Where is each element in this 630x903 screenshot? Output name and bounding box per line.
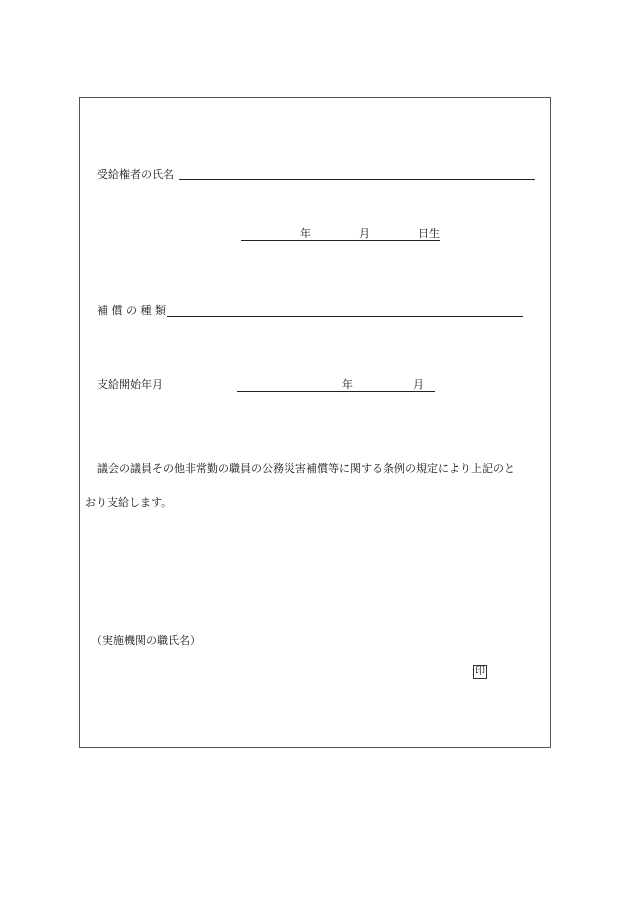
compensation-type-label: 補 償 の 種 類 [97,304,166,317]
recipient-name-line[interactable] [179,179,535,180]
recipient-name-label: 受給権者の氏名 [97,168,174,181]
birth-date-line[interactable] [241,240,440,241]
payment-start-label: 支給開始年月 [97,378,163,391]
compensation-type-line[interactable] [167,316,523,317]
birth-day-label: 日生 [418,227,440,240]
form-frame [79,97,551,748]
seal-text: 印 [475,666,485,677]
statement-line-2: おり支給します。 [85,496,173,509]
birth-year-label: 年 [300,227,311,240]
start-month-label: 月 [413,378,424,391]
statement-line-1: 議会の議員その他非常勤の職員の公務災害補償等に関する条例の規定により上記のと [97,462,515,475]
agency-label: （実施機関の職氏名） [91,634,201,647]
start-year-label: 年 [342,378,353,391]
seal-stamp-box [473,665,487,679]
birth-month-label: 月 [359,227,370,240]
payment-start-line[interactable] [237,391,435,392]
